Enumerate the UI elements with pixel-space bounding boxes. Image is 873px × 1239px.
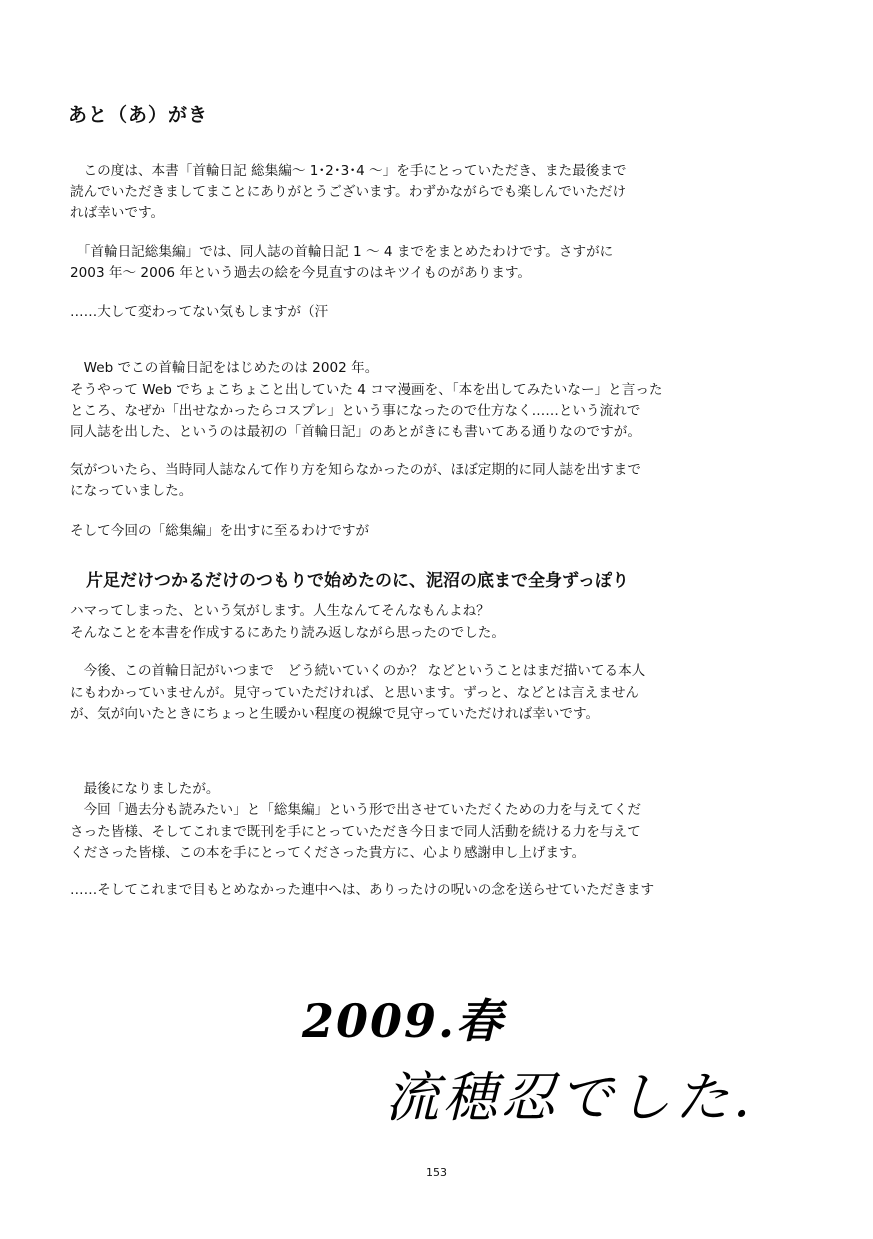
text-line: が、気が向いたときにちょっと生暖かい程度の視線で見守っていただければ幸いです。 <box>70 706 600 722</box>
text-line: 「首輪日記総集編」では、同人誌の首輪日記 1 ～ 4 までをまとめたわけです。さすがに <box>70 244 614 260</box>
text-line: 気がついたら、当時同人誌なんて作り方を知らなかったのが、ほぼ定期的に同人誌を出すまで <box>70 462 641 478</box>
text-line: になっていました。 <box>70 483 193 499</box>
text-line: 最後になりましたが。 <box>70 781 220 797</box>
text-line: ……大して変わってない気もしますが（汗 <box>70 304 329 320</box>
text-line: ところ、なぜか「出せなかったらコスプレ」という事になったので仕方なく……という流れで <box>70 403 641 419</box>
text-line: Web でこの首輪日記をはじめたのは 2002 年。 <box>70 360 379 376</box>
text-line: そして今回の「総集編」を出すに至るわけですが <box>70 523 370 539</box>
text-line: 2003 年～ 2006 年という過去の絵を今見直すのはキツイものがあります。 <box>70 265 532 281</box>
text-line: 同人誌を出した、というのは最初の「首輪日記」のあとがきにも書いてある通りなのですが。 <box>70 424 641 440</box>
text-line: ……そしてこれまで目もとめなかった連中へは、ありったけの呪いの念を送らせていただきます <box>70 882 655 898</box>
text-line: くださった皆様、この本を手にとってくださった貴方に、心より感謝申し上げます。 <box>70 845 586 861</box>
emphasis-heading: 片足だけつかるだけのつもりで始めたのに、泥沼の底まで全身ずっぽり <box>86 571 629 591</box>
text-line: 読んでいただきましてまことにありがとうございます。わずかながらでも楽しんでいただけ <box>70 184 627 200</box>
handwritten-date: 2009.春 <box>302 994 505 1048</box>
text-line: さった皆様、そしてこれまで既刊を手にとっていただき今日まで同人活動を続ける力を与えて <box>70 824 641 840</box>
text-line: 今後、この首輪日記がいつまで どう続いていくのか？ などということはまだ描いてる本人 <box>70 663 646 679</box>
text-line: れば幸いです。 <box>70 205 165 221</box>
text-line: この度は、本書「首輪日記 総集編～ 1･2･3･4 ～」を手にとっていただき、また最後まで <box>70 163 627 179</box>
page-number: 153 <box>426 1166 447 1179</box>
text-line: 今回「過去分も読みたい」と「総集編」という形で出させていただくための力を与えてくだ <box>70 802 641 818</box>
text-line: ハマってしまった、という気がします。人生なんてそんなもんよね？ <box>70 603 490 619</box>
text-line: そんなことを本書を作成するにあたり読み返しながら思ったのでした。 <box>70 625 505 641</box>
text-line: にもわかっていませんが。見守っていただければ、と思います。ずっと、などとは言えません <box>70 685 640 701</box>
text-line: そうやって Web でちょこちょこと出していた 4 コマ漫画を、「本を出してみたいなー」と言った <box>70 382 663 398</box>
page-title: あと（あ）がき <box>68 104 209 126</box>
handwritten-signature: 流穂忍でした. <box>385 1066 755 1129</box>
